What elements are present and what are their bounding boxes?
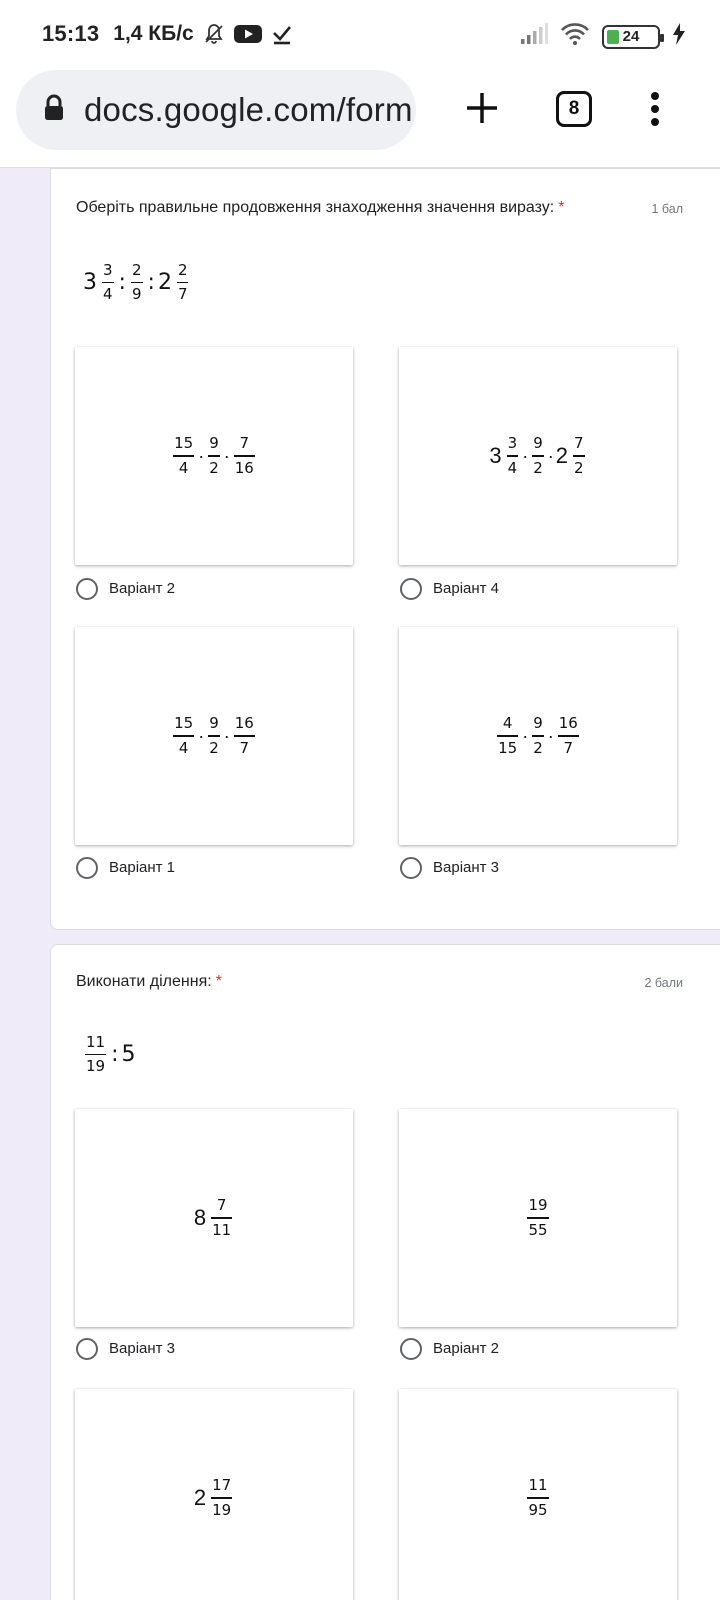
- status-time: 15:13: [42, 21, 100, 46]
- menu-dot: [651, 118, 659, 126]
- question-card-2: [50, 944, 720, 1600]
- option-radio[interactable]: [76, 578, 98, 600]
- expr-fraction: $\frac{2}{7}$: [177, 261, 188, 304]
- expr-operator: :: [147, 270, 155, 296]
- tab-switcher-button[interactable]: 8: [556, 91, 592, 127]
- question-expression: [83, 1033, 139, 1076]
- option-image[interactable]: $\frac{15}{4}$ · $\frac{9}{2}$ · $\frac{16}{7}$: [75, 627, 353, 845]
- menu-dot: [651, 92, 659, 100]
- required-mark: *: [558, 199, 565, 216]
- browser-toolbar: [0, 68, 720, 168]
- option-radio[interactable]: [400, 857, 422, 879]
- question-expression: [83, 261, 190, 304]
- address-bar[interactable]: [16, 70, 416, 150]
- lock-icon[interactable]: [42, 94, 66, 127]
- question-title: [76, 973, 222, 991]
- question-points: 2 бали: [644, 976, 683, 990]
- expr-operator: :: [111, 1042, 119, 1068]
- network-speed: 1,4 КБ/с: [113, 22, 194, 45]
- charging-icon: [672, 23, 686, 50]
- question-title: [76, 199, 564, 217]
- option-label[interactable]: Варіант 1: [109, 859, 176, 876]
- url-text[interactable]: docs.google.com/form: [84, 91, 413, 128]
- expr-operator: :: [118, 270, 126, 296]
- menu-dot: [651, 105, 659, 113]
- option-radio[interactable]: [76, 857, 98, 879]
- option-image[interactable]: $\frac{11}{95}$: [399, 1389, 677, 1600]
- option-label[interactable]: Варіант 2: [433, 1340, 500, 1357]
- signal-icon: [520, 23, 548, 50]
- option-image[interactable]: $\frac{4}{15}$ · $\frac{9}{2}$ · $\frac{16}{7}$: [399, 627, 677, 845]
- expr-fraction: $\frac{11}{19}$: [86, 1033, 106, 1076]
- option-radio[interactable]: [76, 1338, 98, 1360]
- question-points: 1 бал: [651, 202, 683, 216]
- bell-muted-icon: [202, 22, 226, 46]
- required-mark: *: [215, 973, 222, 990]
- question-text: Оберіть правильне продовження знаходження значення виразу:: [76, 199, 555, 216]
- wifi-icon: [560, 22, 590, 51]
- option-label[interactable]: Варіант 2: [109, 580, 176, 597]
- more-menu-button[interactable]: [640, 86, 670, 132]
- option-image[interactable]: 2 $\frac{17}{19}$: [75, 1389, 353, 1600]
- expr-whole: 3: [83, 270, 97, 296]
- download-done-icon: [270, 22, 294, 46]
- expr-number: 5: [121, 1042, 136, 1068]
- battery-level: 24: [622, 28, 640, 45]
- option-label[interactable]: Варіант 3: [109, 1340, 176, 1357]
- option-image[interactable]: 3 $\frac{3}{4}$ · $\frac{9}{2}$ · 2 $\frac{7}{2}$: [399, 347, 677, 565]
- question-text: Виконати ділення:: [76, 973, 212, 990]
- youtube-icon: [234, 24, 262, 44]
- option-radio[interactable]: [400, 578, 422, 600]
- option-image[interactable]: $\frac{15}{4}$ · $\frac{9}{2}$ · $\frac{7}{16}$: [75, 347, 353, 565]
- expr-fraction: $\frac{3}{4}$: [103, 261, 113, 304]
- question-card-1: [50, 168, 720, 930]
- option-label[interactable]: Варіант 3: [433, 859, 500, 876]
- option-label[interactable]: Варіант 4: [433, 580, 500, 597]
- status-bar: [0, 0, 720, 68]
- expr-whole: 2: [157, 270, 172, 296]
- expr-fraction: $\frac{2}{9}$: [131, 261, 142, 304]
- option-image[interactable]: $\frac{19}{55}$: [399, 1109, 677, 1327]
- option-image[interactable]: 8 $\frac{7}{11}$: [75, 1109, 353, 1327]
- battery-icon: [602, 25, 660, 49]
- option-radio[interactable]: [400, 1338, 422, 1360]
- new-tab-button[interactable]: [460, 86, 504, 130]
- plus-icon: [464, 90, 500, 126]
